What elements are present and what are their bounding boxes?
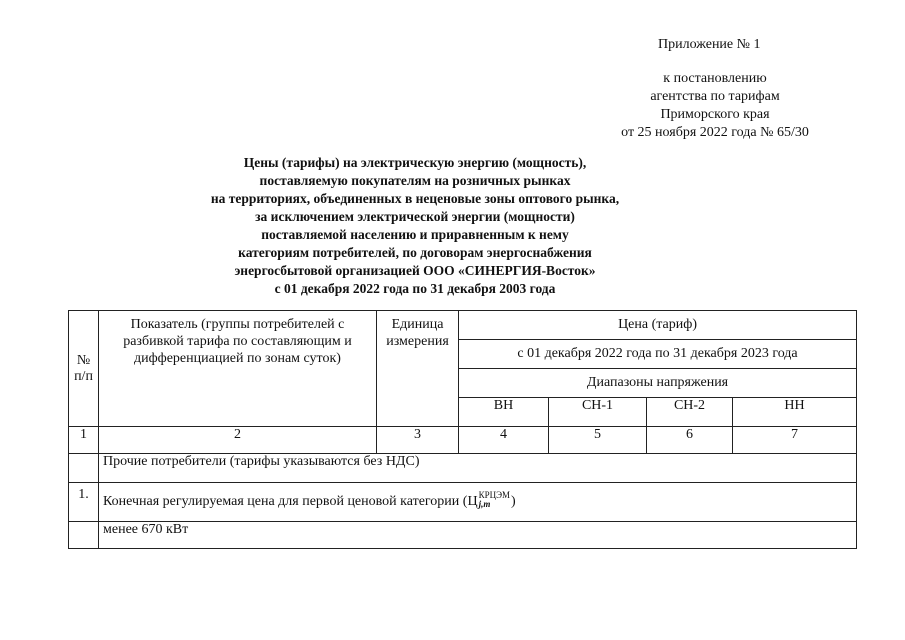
voltage-sn1: СН-1 bbox=[549, 398, 647, 427]
column-number: 4 bbox=[459, 427, 549, 454]
title-line: категориям потребителей, по договорам энергоснабжения bbox=[238, 245, 592, 260]
formula-superscript: КРЦЭМ bbox=[478, 490, 511, 500]
appendix-line: Приморского края bbox=[660, 107, 770, 122]
table-row bbox=[69, 522, 857, 549]
document-title bbox=[160, 154, 670, 298]
voltage-nn: НН bbox=[733, 398, 857, 427]
column-number: 2 bbox=[99, 427, 377, 454]
row-description: менее 670 кВт bbox=[99, 522, 857, 549]
appendix-title: Приложение № 1 bbox=[658, 37, 761, 52]
tariff-table bbox=[68, 310, 857, 549]
column-number: 7 bbox=[733, 427, 857, 454]
title-line: энергосбытовой организацией ООО «СИНЕРГИЯ-Восток» bbox=[234, 263, 596, 278]
formula-subscript: j,m bbox=[478, 499, 491, 509]
column-number: 6 bbox=[647, 427, 733, 454]
formula-prefix: Конечная регулируемая цена для первой ценовой категории (Ц bbox=[103, 494, 478, 510]
header-price: Цена (тариф) bbox=[459, 311, 857, 340]
appendix-line: агентства по тарифам bbox=[650, 89, 780, 104]
header-unit: Единица измерения bbox=[377, 311, 459, 427]
table-row bbox=[69, 483, 857, 522]
title-line: за исключением электрической энергии (мощности) bbox=[255, 209, 575, 224]
appendix-line: к постановлению bbox=[663, 71, 767, 86]
header-indicator: Показатель (группы потребителей с разбивкой тарифа по составляющим и дифференциацией по зонам суток) bbox=[99, 311, 377, 427]
formula-index bbox=[479, 491, 510, 509]
header-period: с 01 декабря 2022 года по 31 декабря 2023 года bbox=[459, 340, 857, 369]
column-number: 1 bbox=[69, 427, 99, 454]
voltage-sn2: СН-2 bbox=[647, 398, 733, 427]
title-line: поставляемой населению и приравненным к нему bbox=[261, 227, 569, 242]
column-number-row bbox=[69, 427, 857, 454]
row-description bbox=[99, 483, 857, 522]
column-number: 5 bbox=[549, 427, 647, 454]
title-line: поставляемую покупателям на розничных рынках bbox=[259, 173, 571, 188]
section-row bbox=[69, 454, 857, 483]
row-number-empty bbox=[69, 522, 99, 549]
column-number: 3 bbox=[377, 427, 459, 454]
price-formula bbox=[103, 490, 516, 510]
title-line: Цены (тарифы) на электрическую энергию (мощность), bbox=[243, 155, 587, 170]
title-line: с 01 декабря 2022 года по 31 декабря 2003 года bbox=[274, 281, 556, 296]
section-label: Прочие потребители (тарифы указываются без НДС) bbox=[99, 454, 857, 483]
header-num: № п/п bbox=[69, 311, 99, 427]
formula-suffix: ) bbox=[511, 494, 516, 510]
header-voltage-ranges: Диапазоны напряжения bbox=[459, 369, 857, 398]
title-line: на территориях, объединенных в неценовые зоны оптового рынка, bbox=[210, 191, 620, 206]
section-num-cell bbox=[69, 454, 99, 483]
voltage-vn: ВН bbox=[459, 398, 549, 427]
row-number: 1. bbox=[69, 483, 99, 522]
appendix-line: от 25 ноября 2022 года № 65/30 bbox=[621, 125, 809, 140]
